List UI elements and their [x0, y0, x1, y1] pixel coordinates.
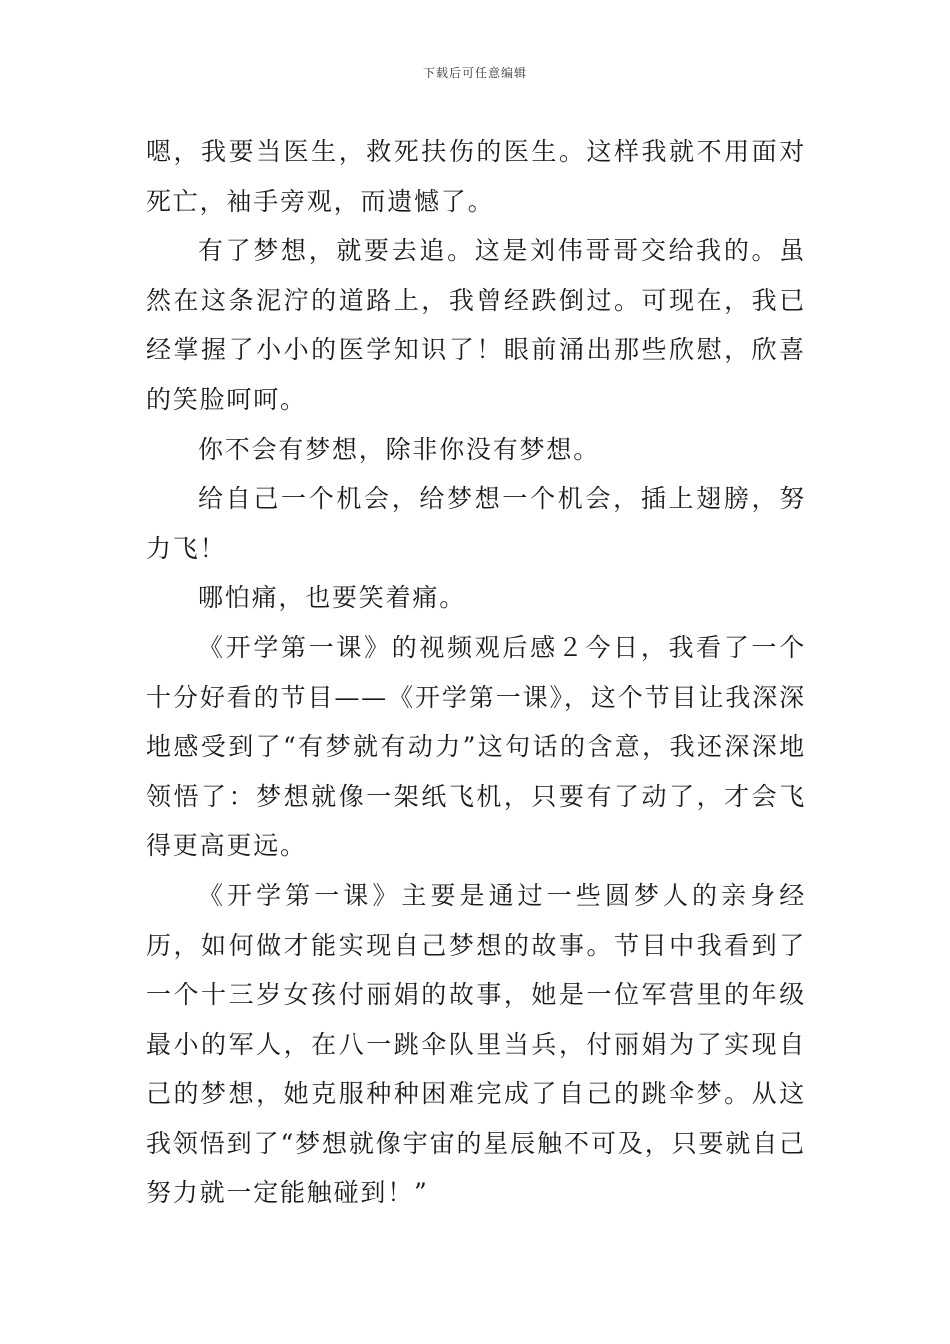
- paragraph: 嗯，我要当医生，救死扶伤的医生。这样我就不用面对死亡，袖手旁观，而遗憾了。: [146, 137, 806, 216]
- document-body: [146, 127, 806, 1218]
- page-header-note: 下载后可任意编辑: [422, 66, 527, 80]
- paragraph: 《开学第一课》主要是通过一些圆梦人的亲身经历，如何做才能实现自己梦想的故事。节目中我看到了一个十三岁女孩付丽娟的故事，她是一位军营里的年级最小的军人，在八一跳伞队里当兵，付丽娟为了实现自己的梦想，她克服种种困难完成了自己的跳伞梦。从这我领悟到了“梦想就像宇宙的星辰触不可及，只要就自己努力就一定能触碰到！”: [146, 880, 806, 1208]
- paragraph: 哪怕痛，也要笑着痛。: [198, 583, 467, 613]
- paragraph: 有了梦想，就要去追。这是刘伟哥哥交给我的。虽然在这条泥泞的道路上，我曾经跌倒过。可现在，我已经掌握了小小的医学知识了！眼前涌出那些欣慰，欣喜的笑脸呵呵。: [146, 236, 806, 414]
- paragraph: 你不会有梦想，除非你没有梦想。: [198, 434, 601, 464]
- paragraph: 《开学第一课》的视频观后感２今日，我看了一个十分好看的节目——《开学第一课》，这个节目让我深深地感受到了“有梦就有动力”这句话的含意，我还深深地领悟了：梦想就像一架纸飞机，只要有了动了，才会飞得更高更远。: [146, 632, 806, 861]
- paragraph: 给自己一个机会，给梦想一个机会，插上翅膀，努力飞！: [146, 484, 806, 563]
